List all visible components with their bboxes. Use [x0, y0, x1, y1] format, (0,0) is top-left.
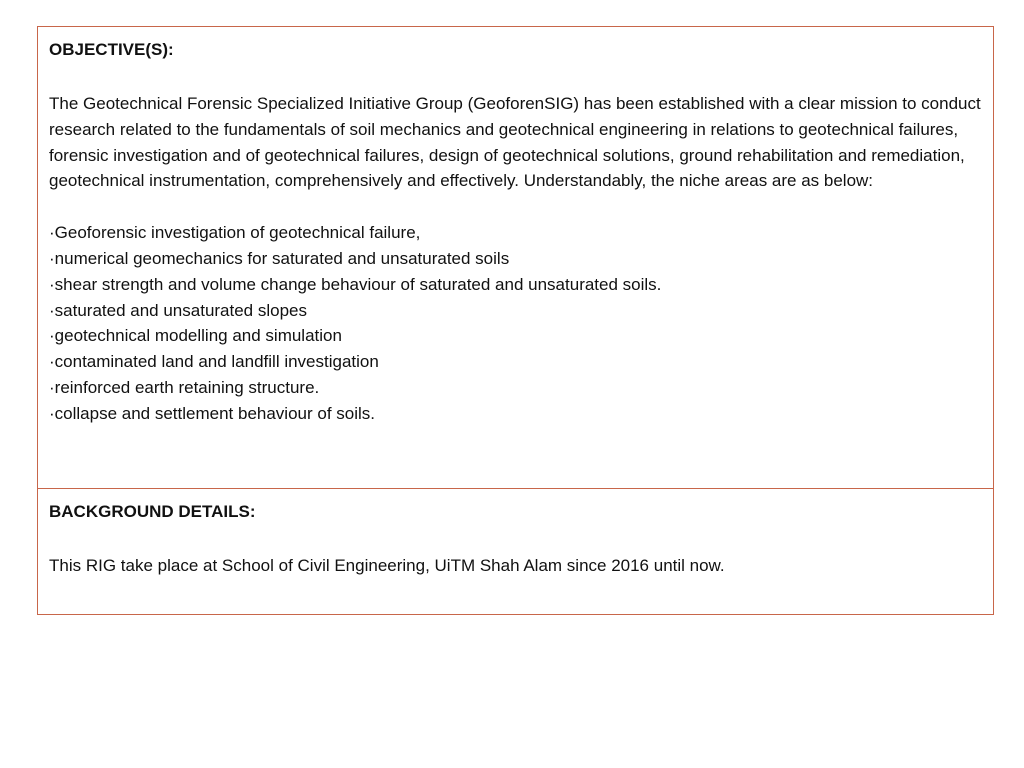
- list-item: ·numerical geomechanics for saturated and unsaturated soils: [49, 248, 510, 268]
- document-table: [37, 26, 994, 615]
- list-item: ·collapse and settlement behaviour of soils.: [49, 403, 376, 423]
- objectives-paragraph: The Geotechnical Forensic Specialized Initiative Group (GeoforenSIG) has been established with a clear mission to conduct research related to the fundamentals of soil mechanics and geotechnical engineering in relations to geotechnical failures, forensic investigation and of geotechnical failures, design of geotechnical solutions, ground rehabilitation and remediation, geotechnical instrumentation, comprehensively and effectively. Understandably, the niche areas are as below:: [49, 94, 981, 191]
- objectives-heading: OBJECTIVE(S):: [49, 40, 174, 59]
- objectives-section: [38, 27, 993, 488]
- background-section: [38, 488, 993, 614]
- background-heading: BACKGROUND DETAILS:: [49, 502, 256, 521]
- list-item: ·Geoforensic investigation of geotechnical failure,: [49, 223, 421, 243]
- list-item: ·shear strength and volume change behaviour of saturated and unsaturated soils.: [49, 274, 662, 294]
- niche-areas-list: [49, 220, 982, 426]
- list-item: ·saturated and unsaturated slopes: [49, 300, 308, 320]
- list-item: ·contaminated land and landfill investigation: [49, 352, 379, 372]
- list-item: ·geotechnical modelling and simulation: [49, 326, 342, 346]
- list-item: ·reinforced earth retaining structure.: [49, 377, 320, 397]
- background-paragraph: This RIG take place at School of Civil Engineering, UiTM Shah Alam since 2016 until now.: [49, 556, 725, 575]
